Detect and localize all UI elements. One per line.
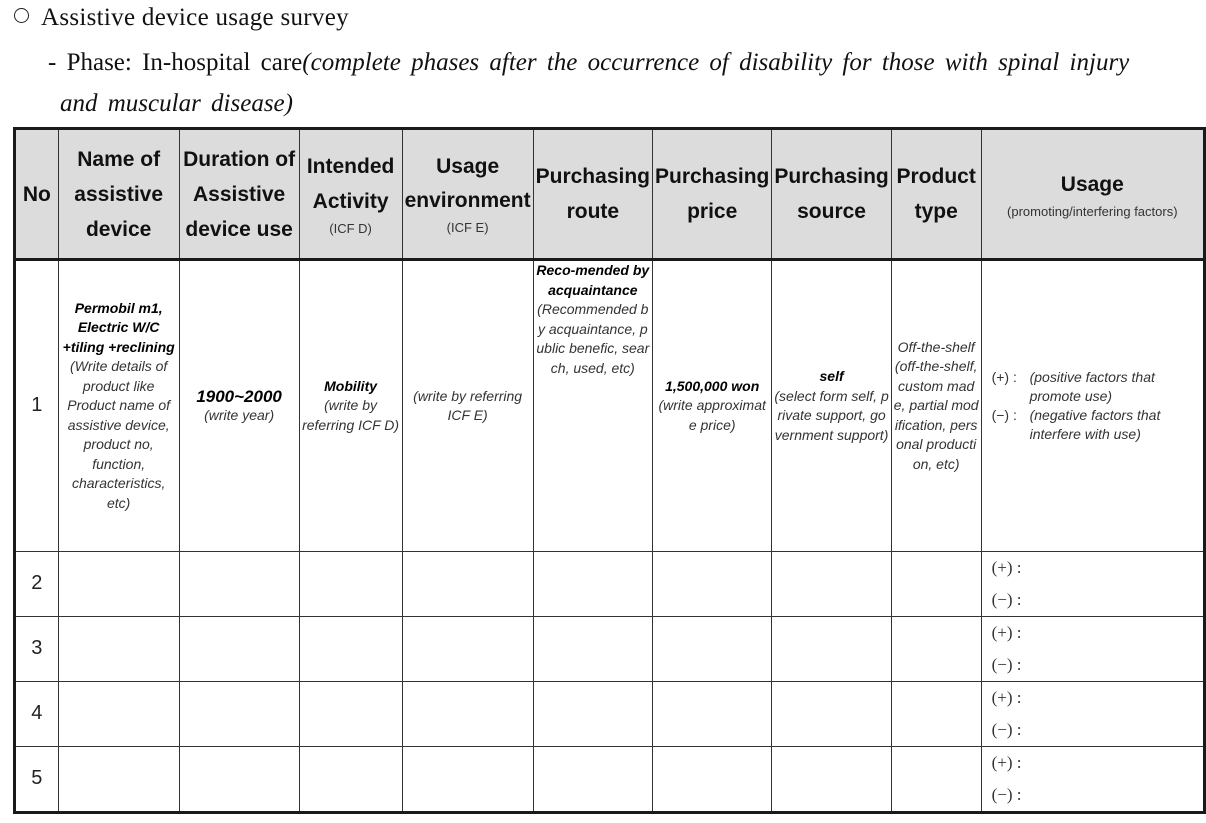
cell-purchasing-price[interactable] — [653, 617, 772, 682]
header-usage: Usage (promoting/interfering factors) — [981, 129, 1204, 260]
cell-intended-activity[interactable] — [299, 617, 402, 682]
cell-purchasing-source[interactable] — [772, 617, 891, 682]
cell-device-name[interactable]: Permobil m1, Electric W/C +tiling +reclining (Write details of product like Product name of assistive device, product no, function, characteristics, etc) — [58, 260, 179, 552]
usage-positive: (+) : — [991, 558, 1022, 577]
phase-label: - Phase: In-hospital care — [48, 49, 303, 76]
cell-intended-activity[interactable] — [299, 682, 402, 747]
section-heading — [14, 2, 349, 34]
phase-note-continued: and muscular disease) — [60, 90, 293, 117]
cell-purchasing-price[interactable] — [653, 747, 772, 813]
phase-note: (complete phases after the occurrence of disability for those with spinal injury — [302, 49, 1130, 76]
header-intended-activity: Intended Activity (ICF D) — [299, 129, 402, 260]
phase-description — [48, 42, 1198, 124]
usage-positive: (+) : — [991, 623, 1022, 642]
header-device-name: Name of assistive device — [58, 129, 179, 260]
cell-product-type[interactable] — [891, 617, 981, 682]
cell-intended-activity[interactable]: Mobility (write by referring ICF D) — [299, 260, 402, 552]
header-purchasing-source: Purchasing source — [772, 129, 891, 260]
cell-product-type[interactable] — [891, 552, 981, 617]
cell-duration[interactable] — [179, 682, 299, 747]
cell-purchasing-source[interactable] — [772, 747, 891, 813]
assistive-device-survey-table — [13, 127, 1206, 814]
cell-no: 5 — [15, 747, 59, 813]
cell-device-name[interactable] — [58, 617, 179, 682]
table-row — [15, 617, 1205, 682]
cell-usage-environment[interactable] — [402, 552, 533, 617]
cell-no: 1 — [15, 260, 59, 552]
usage-positive: (+) : (positive factors that promote use) — [991, 369, 1155, 404]
cell-product-type[interactable] — [891, 747, 981, 813]
usage-positive: (+) : — [991, 753, 1022, 772]
cell-usage-environment[interactable] — [402, 747, 533, 813]
section-title: Assistive device usage survey — [41, 4, 349, 31]
header-purchasing-price: Purchasing price — [653, 129, 772, 260]
usage-negative: (−) : — [991, 655, 1022, 674]
cell-usage-environment[interactable]: (write by referring ICF E) — [402, 260, 533, 552]
usage-negative: (−) : — [991, 720, 1022, 739]
table-row — [15, 747, 1205, 813]
usage-negative: (−) : (negative factors that interfere with use) — [991, 407, 1161, 442]
cell-usage-environment[interactable] — [402, 682, 533, 747]
header-duration: Duration of Assistive device use — [179, 129, 299, 260]
cell-purchasing-route[interactable] — [533, 747, 652, 813]
cell-purchasing-route[interactable]: Reco-mended by acquaintance (Recommended by acquaintance, public benefic, search, used, etc) — [533, 260, 652, 552]
header-usage-environment: Usage environment (ICF E) — [402, 129, 533, 260]
header-product-type: Product type — [891, 129, 981, 260]
cell-device-name[interactable] — [58, 552, 179, 617]
cell-usage[interactable] — [981, 747, 1204, 813]
cell-usage[interactable] — [981, 552, 1204, 617]
header-no: No — [15, 129, 59, 260]
cell-usage[interactable] — [981, 260, 1204, 552]
cell-usage[interactable] — [981, 682, 1204, 747]
cell-purchasing-route[interactable] — [533, 682, 652, 747]
cell-usage[interactable] — [981, 617, 1204, 682]
cell-purchasing-price[interactable] — [653, 682, 772, 747]
cell-duration[interactable] — [179, 552, 299, 617]
cell-device-name[interactable] — [58, 682, 179, 747]
cell-intended-activity[interactable] — [299, 747, 402, 813]
cell-purchasing-price[interactable]: 1,500,000 won (write approximate price) — [653, 260, 772, 552]
cell-no: 4 — [15, 682, 59, 747]
cell-duration[interactable] — [179, 747, 299, 813]
usage-positive: (+) : — [991, 688, 1022, 707]
cell-no: 3 — [15, 617, 59, 682]
cell-purchasing-price[interactable] — [653, 552, 772, 617]
table-row-example — [15, 260, 1205, 552]
circle-bullet-icon — [14, 8, 29, 23]
cell-product-type[interactable]: Off-the-shelf (off-the-shelf, custom made, partial modification, personal production, etc) — [891, 260, 981, 552]
header-purchasing-route: Purchasing route — [533, 129, 652, 260]
cell-no: 2 — [15, 552, 59, 617]
cell-purchasing-source[interactable] — [772, 552, 891, 617]
header-row — [15, 129, 1205, 260]
cell-purchasing-route[interactable] — [533, 552, 652, 617]
cell-duration[interactable] — [179, 617, 299, 682]
usage-negative: (−) : — [991, 590, 1022, 609]
usage-negative: (−) : — [991, 785, 1022, 804]
cell-intended-activity[interactable] — [299, 552, 402, 617]
table-row — [15, 552, 1205, 617]
cell-purchasing-source[interactable]: self (select form self, private support, government support) — [772, 260, 891, 552]
cell-purchasing-source[interactable] — [772, 682, 891, 747]
table-row — [15, 682, 1205, 747]
cell-usage-environment[interactable] — [402, 617, 533, 682]
cell-purchasing-route[interactable] — [533, 617, 652, 682]
cell-duration[interactable]: 1900~2000 (write year) — [179, 260, 299, 552]
cell-device-name[interactable] — [58, 747, 179, 813]
cell-product-type[interactable] — [891, 682, 981, 747]
